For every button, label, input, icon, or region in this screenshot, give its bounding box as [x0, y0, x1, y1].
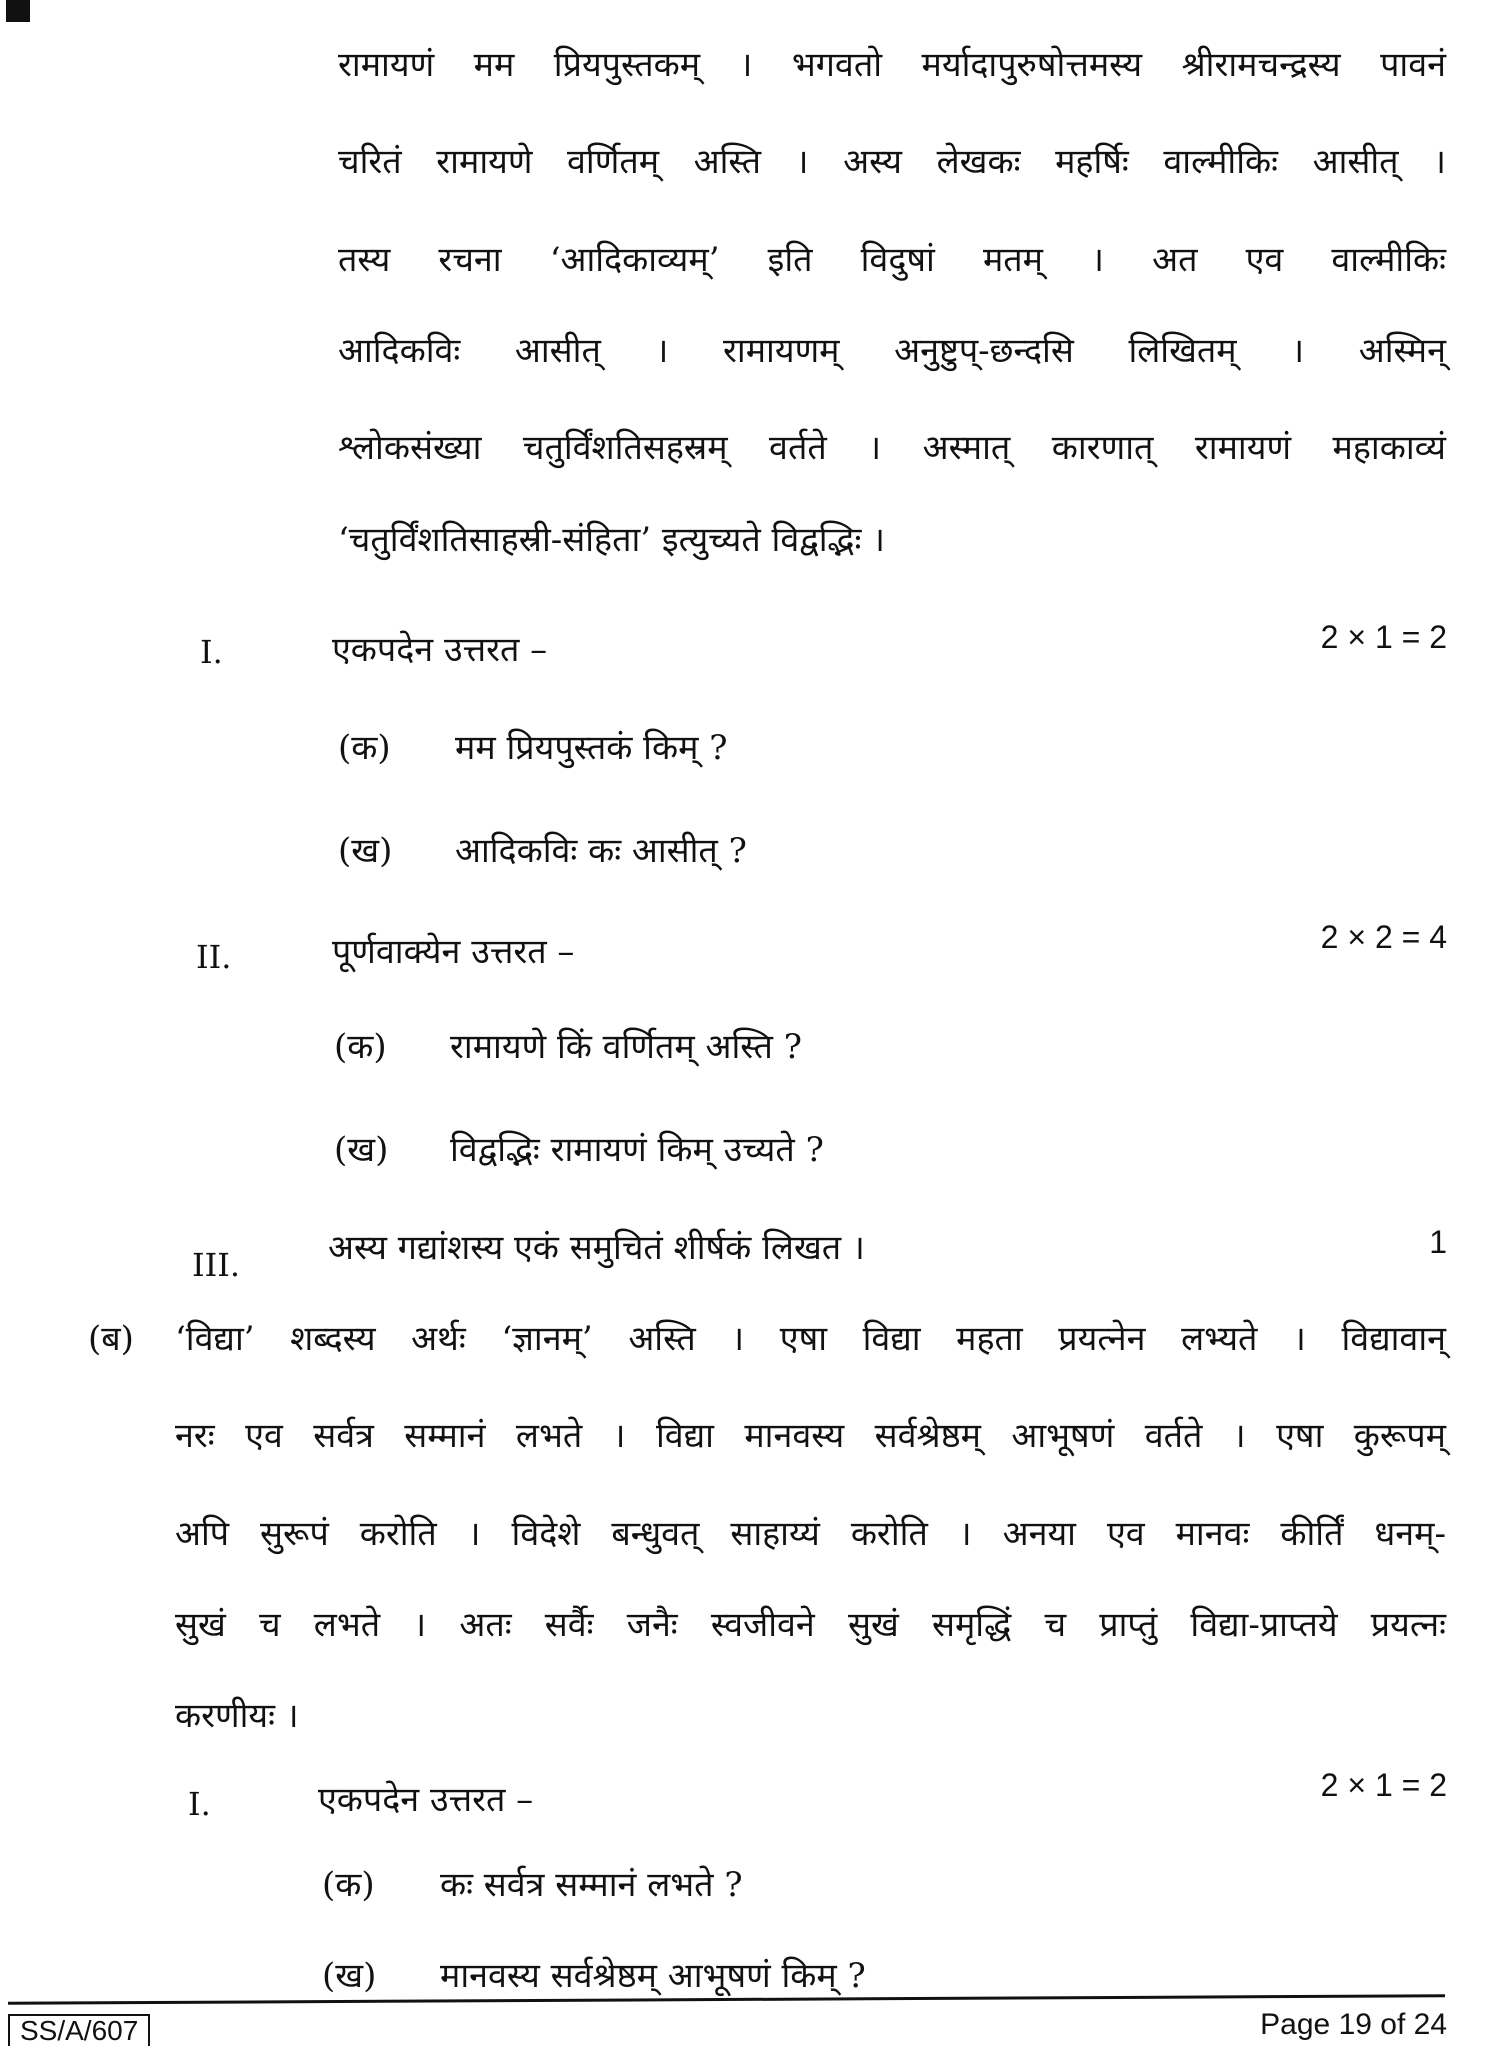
question-number: I.	[200, 633, 223, 671]
passage-line: ‘विद्या’ शब्दस्य अर्थः ‘ज्ञानम्’ अस्ति । एषा विद्या महता प्रयत्नेन लभ्यते । विद्यावान्	[175, 1319, 1446, 1359]
passage-line: आदिकविः आसीत् । रामायणम् अनुष्टुप्-छन्दसि लिखितम् । अस्मिन्	[338, 331, 1446, 371]
question-text: एकपदेन उत्तरत –	[318, 1780, 534, 1820]
question-marks: 2 × 2 = 4	[1320, 919, 1447, 955]
question-marks: 2 × 1 = 2	[1320, 1767, 1447, 1803]
sub-question-text: रामायणे किं वर्णितम् अस्ति ?	[450, 1027, 802, 1067]
question-number: III.	[192, 1246, 241, 1284]
sub-question-text: विद्वद्भिः रामायणं किम् उच्यते ?	[450, 1130, 824, 1170]
passage-line: सुखं च लभते । अतः सर्वैः जनैः स्वजीवने सुखं समृद्धिं च प्राप्तुं विद्या-प्राप्तये प्रयत्नः	[175, 1605, 1446, 1645]
paper-code: SS/A/607	[8, 2014, 150, 2046]
question-number: II.	[196, 938, 232, 976]
page-corner-mark	[6, 0, 30, 22]
passage-line: अपि सुरूपं करोति । विदेशे बन्धुवत् साहाय्यं करोति । अनया एव मानवः कीर्तिं धनम्-	[175, 1514, 1446, 1554]
sub-question-label: (क)	[334, 1027, 387, 1067]
passage-line: करणीयः ।	[175, 1696, 299, 1736]
question-marks: 2 × 1 = 2	[1320, 619, 1447, 655]
passage-line: चरितं रामायणे वर्णितम् अस्ति । अस्य लेखकः महर्षिः वाल्मीकिः आसीत् ।	[338, 142, 1446, 182]
page-number: Page 19 of 24	[1260, 2008, 1447, 2041]
passage-line: श्लोकसंख्या चतुर्विंशतिसहस्रम् वर्तते । अस्मात् कारणात् रामायणं महाकाव्यं	[338, 428, 1446, 468]
question-text: एकपदेन उत्तरत –	[332, 630, 548, 670]
question-text: पूर्णवाक्येन उत्तरत –	[332, 932, 575, 972]
sub-question-label: (ख)	[338, 831, 393, 871]
passage-line: रामायणं मम प्रियपुस्तकम् । भगवतो मर्यादापुरुषोत्तमस्य श्रीरामचन्द्रस्य पावनं	[338, 45, 1446, 85]
question-text: अस्य गद्यांशस्य एकं समुचितं शीर्षकं लिखत ।	[328, 1228, 865, 1268]
sub-question-label: (ख)	[334, 1130, 389, 1170]
sub-question-text: आदिकविः कः आसीत् ?	[455, 831, 747, 871]
passage-label: (ब)	[88, 1319, 134, 1359]
question-marks: 1	[1429, 1224, 1447, 1260]
sub-question-label: (क)	[322, 1865, 375, 1905]
question-number: I.	[188, 1785, 211, 1823]
sub-question-text: कः सर्वत्र सम्मानं लभते ?	[440, 1865, 743, 1905]
passage-line: ‘चतुर्विंशतिसाहस्री-संहिता’ इत्युच्यते विद्वद्भिः ।	[338, 520, 885, 560]
passage-line: नरः एव सर्वत्र सम्मानं लभते । विद्या मानवस्य सर्वश्रेष्ठम् आभूषणं वर्तते । एषा कुरूपम्	[175, 1416, 1446, 1456]
passage-line: तस्य रचना ‘आदिकाव्यम्’ इति विदुषां मतम् । अत एव वाल्मीकिः	[338, 240, 1446, 280]
sub-question-label: (क)	[338, 728, 391, 768]
sub-question-text: मम प्रियपुस्तकं किम् ?	[455, 728, 728, 768]
sub-question-label: (ख)	[322, 1956, 377, 1996]
sub-question-text: मानवस्य सर्वश्रेष्ठम् आभूषणं किम् ?	[440, 1956, 866, 1996]
